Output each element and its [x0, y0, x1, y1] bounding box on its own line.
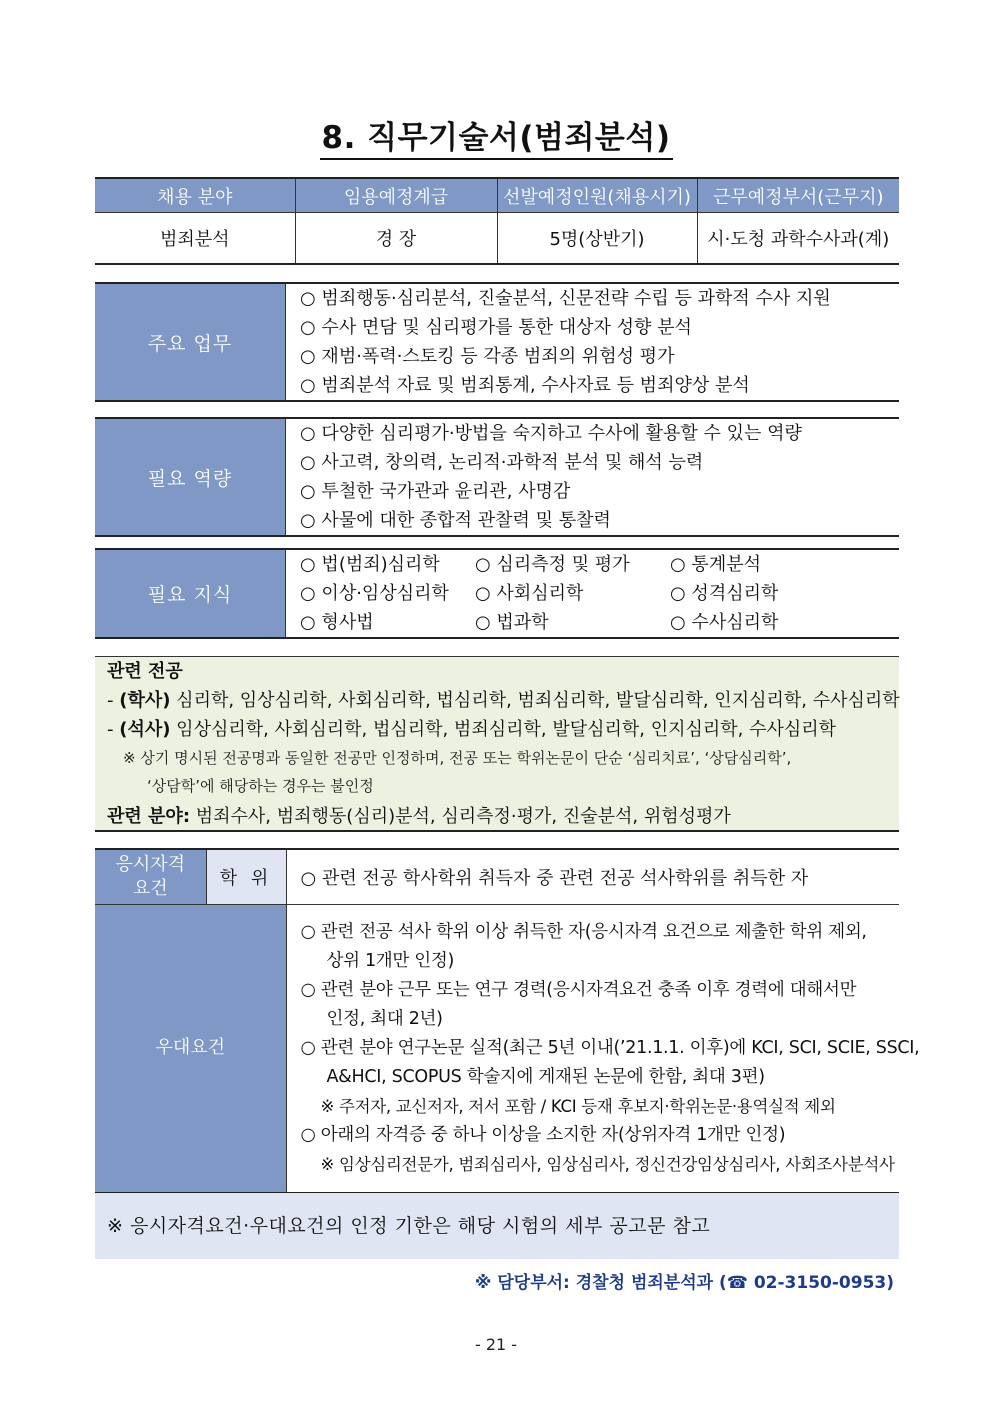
majors-note-continued: ‘상담학’에 해당하는 경우는 불인정 [147, 777, 374, 795]
knowledge-item: ○ 성격심리학 [670, 583, 779, 604]
preference-line: A&HCI, SCOPUS 학술지에 게재된 논문에 한함, 최대 3편) [326, 1066, 765, 1087]
competencies-section [95, 417, 899, 537]
related-majors-section [95, 656, 899, 832]
duty-item: ○ 수사 면담 및 심리평가를 통한 대상자 성향 분석 [300, 317, 692, 338]
preference-line: ○ 관련 전공 석사 학위 이상 취득한 자(응시자격 요건으로 제출한 학위 제외, [300, 921, 867, 942]
column-header-field: 채용 분야 [95, 178, 295, 213]
majors-note: ※ 상기 명시된 전공명과 동일한 전공만 인정하며, 전공 또는 학위논문이 단순 ‘심리치료’, ‘상담심리학’, [123, 749, 792, 767]
knowledge-label: 필요 지식 [95, 550, 286, 637]
fields-list: 범죄수사, 범죄행동(심리)분석, 심리측정·평가, 진술분석, 위험성평가 [190, 806, 731, 827]
qualification-table [95, 848, 920, 1194]
job-header-table [95, 177, 899, 265]
majors-heading: 관련 전공 [107, 661, 183, 682]
page-title: 8. 직무기술서(범죄분석) [0, 112, 992, 157]
competency-item: ○ 다양한 심리평가·방법을 숙지하고 수사에 활용할 수 있는 역량 [300, 423, 802, 444]
duty-item: ○ 재범·폭력·스토킹 등 각종 범죄의 위험성 평가 [300, 346, 675, 367]
qualification-label [95, 849, 206, 904]
duty-item: ○ 범죄행동·심리분석, 진술분석, 신문전략 수립 등 과학적 수사 지원 [300, 288, 831, 309]
bachelor-majors [107, 686, 899, 715]
knowledge-item: ○ 통계분석 [670, 554, 761, 575]
knowledge-item: ○ 이상·임상심리학 [300, 583, 449, 604]
fields-heading: 관련 분야: [107, 806, 191, 827]
degree-label: 학 위 [206, 849, 286, 904]
notice-box: ※ 응시자격요건·우대요건의 인정 기한은 해당 시험의 세부 공고문 참고 [95, 1193, 899, 1259]
preference-label: 우대요건 [95, 904, 286, 1193]
competencies-label: 필요 역량 [95, 419, 286, 535]
cell-rank: 경 장 [295, 213, 497, 265]
master-list: 임상심리학, 사회심리학, 법심리학, 범죄심리학, 발달심리학, 인지심리학, 수사심리학 [170, 719, 837, 740]
preference-line: 상위 1개만 인정) [326, 950, 455, 971]
knowledge-item: ○ 수사심리학 [670, 612, 779, 633]
preference-note: ※ 임상심리전문가, 범죄심리사, 임상심리사, 정신건강임상심리사, 사회조사분석사 [320, 1154, 895, 1174]
column-header-department: 근무예정부서(근무지) [697, 178, 899, 213]
preference-line: ○ 관련 분야 연구논문 실적(최근 5년 이내(’21.1.1. 이후)에 KCI, SCI, SCIE, SSCI, [300, 1037, 920, 1058]
knowledge-section [95, 548, 899, 639]
knowledge-item: ○ 형사법 [300, 612, 374, 633]
column-header-headcount: 선발예정인원(채용시기) [497, 178, 697, 213]
qualification-text: ○ 관련 전공 학사학위 취득자 중 관련 전공 석사학위를 취득한 자 [286, 849, 899, 904]
preference-line: ○ 아래의 자격증 중 하나 이상을 소지한 자(상위자격 1개만 인정) [300, 1124, 786, 1145]
duties-label: 주요 업무 [95, 284, 286, 400]
contact-info: ※ 담당부서: 경찰청 범죄분석과 (☎ 02-3150-0953) [474, 1273, 894, 1293]
duties-section [95, 282, 899, 402]
knowledge-item: ○ 법과학 [475, 612, 549, 633]
related-fields [107, 802, 899, 831]
qualification-label-line: 응시자격 [115, 853, 186, 875]
preference-line: ○ 관련 분야 근무 또는 연구 경력(응시자격요건 충족 이후 경력에 대해서만 [300, 979, 857, 1000]
preference-body [286, 904, 920, 1193]
competency-item: ○ 투철한 국가관과 윤리관, 사명감 [300, 481, 571, 502]
cell-field: 범죄분석 [95, 213, 295, 265]
bachelor-list: 심리학, 임상심리학, 사회심리학, 법심리학, 범죄심리학, 발달심리학, 인지심리학, 수사심리학 [170, 690, 900, 711]
bullet-dash: - [107, 690, 120, 711]
cell-department: 시·도청 과학수사과(계) [697, 213, 899, 265]
preference-line: 인정, 최대 2년) [326, 1008, 443, 1029]
master-majors [107, 715, 899, 744]
duty-item: ○ 범죄분석 자료 및 범죄통계, 수사자료 등 범죄양상 분석 [300, 375, 750, 396]
cell-headcount: 5명(상반기) [497, 213, 697, 265]
knowledge-item: ○ 심리측정 및 평가 [475, 554, 630, 575]
knowledge-item: ○ 사회심리학 [475, 583, 584, 604]
bullet-dash: - [107, 719, 120, 740]
competency-item: ○ 사고력, 창의력, 논리적·과학적 분석 및 해석 능력 [300, 452, 704, 473]
qualification-label-line: 요건 [132, 877, 168, 899]
master-tag: (석사) [119, 719, 171, 740]
preference-note: ※ 주저자, 교신저자, 저서 포함 / KCI 등재 후보지·학위논문·용역실적 제외 [320, 1096, 836, 1116]
competency-item: ○ 사물에 대한 종합적 관찰력 및 통찰력 [300, 510, 611, 531]
knowledge-item: ○ 법(범죄)심리학 [300, 554, 440, 575]
bachelor-tag: (학사) [119, 690, 171, 711]
page-number: - 21 - [474, 1335, 518, 1354]
column-header-rank: 임용예정계급 [295, 178, 497, 213]
